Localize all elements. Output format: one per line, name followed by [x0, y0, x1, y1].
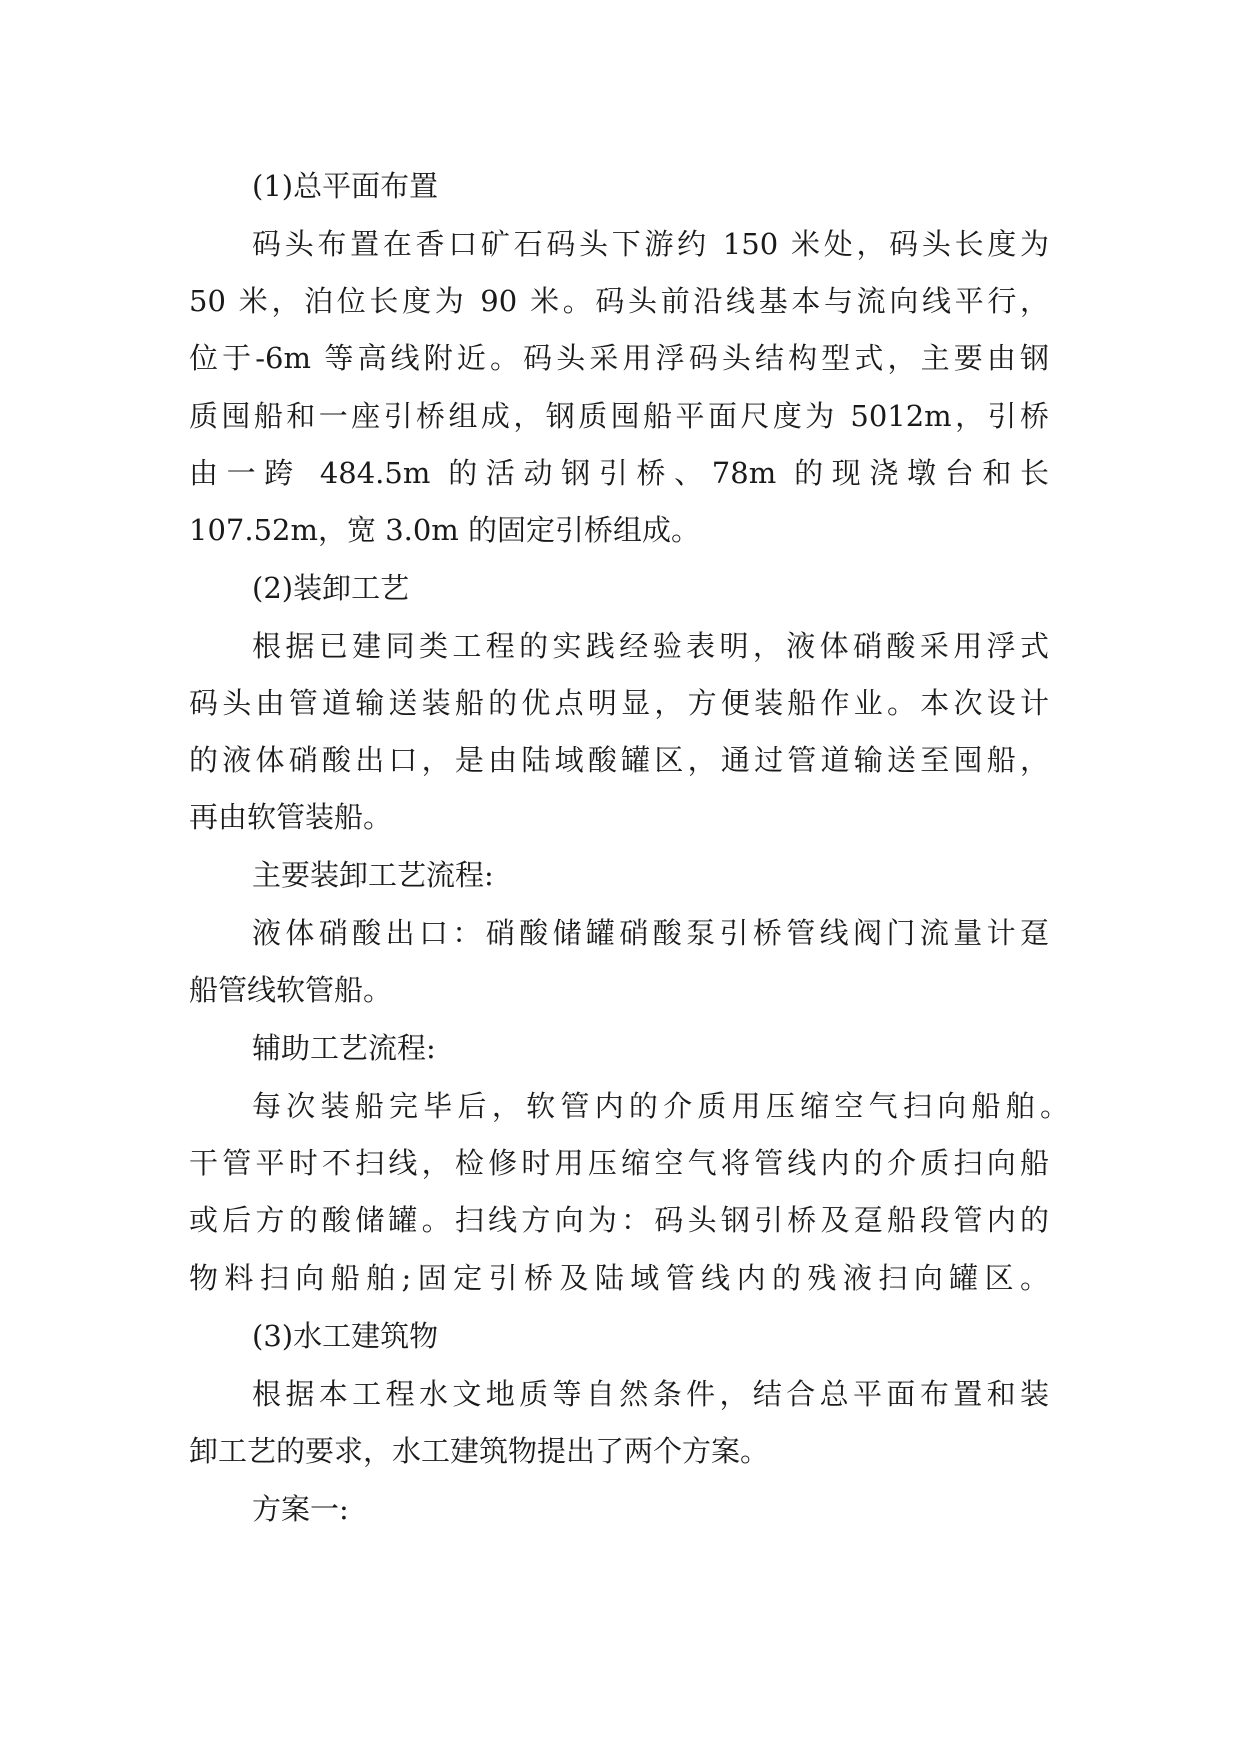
paragraph-line: 每次装船完毕后，软管内的介质用压缩空气扫向船舶。: [252, 1089, 1069, 1123]
paragraph-line: 液体硝酸出口：硝酸储罐硝酸泵引桥管线阀门流量计趸: [252, 916, 1049, 950]
section-heading-hydraulic-structures: (3)水工建筑物: [252, 1319, 439, 1353]
paragraph-line: 码头布置在香口矿石码头下游约 150 米处，码头长度为: [252, 227, 1049, 261]
paragraph-line: 根据本工程水文地质等自然条件，结合总平面布置和装: [252, 1377, 1049, 1411]
paragraph-line: 船管线软管船。: [189, 973, 393, 1007]
label-aux-process-flow: 辅助工艺流程:: [252, 1031, 436, 1065]
paragraph-line: 107.52m，宽 3.0m 的固定引桥组成。: [189, 513, 701, 547]
label-main-process-flow: 主要装卸工艺流程:: [252, 858, 494, 892]
section-heading-loading-process: (2)装卸工艺: [252, 571, 410, 605]
paragraph-line: 由一跨 484.5m 的活动钢引桥、78m 的现浇墩台和长: [189, 456, 1049, 490]
paragraph-line: 干管平时不扫线，检修时用压缩空气将管线内的介质扫向船: [189, 1146, 1049, 1180]
paragraph-line: 50 米，泊位长度为 90 米。码头前沿线基本与流向线平行，: [189, 284, 1049, 318]
paragraph-line: 的液体硝酸出口，是由陆域酸罐区，通过管道输送至囤船，: [189, 743, 1049, 777]
paragraph-line: 位于-6m 等高线附近。码头采用浮码头结构型式，主要由钢: [189, 341, 1049, 375]
label-scheme-one: 方案一:: [252, 1492, 349, 1526]
section-heading-general-layout: (1)总平面布置: [252, 169, 439, 203]
paragraph-line: 根据已建同类工程的实践经验表明，液体硝酸采用浮式: [252, 629, 1049, 663]
paragraph-line: 或后方的酸储罐。扫线方向为：码头钢引桥及趸船段管内的: [189, 1203, 1049, 1237]
paragraph-line: 再由软管装船。: [189, 800, 393, 834]
paragraph-line: 码头由管道输送装船的优点明显，方便装船作业。本次设计: [189, 686, 1049, 720]
paragraph-line: 质囤船和一座引桥组成，钢质囤船平面尺度为 5012m，引桥: [189, 399, 1049, 433]
paragraph-line: 卸工艺的要求，水工建筑物提出了两个方案。: [189, 1434, 770, 1468]
paragraph-line: 物料扫向船舶;固定引桥及陆域管线内的残液扫向罐区。: [189, 1261, 1049, 1295]
